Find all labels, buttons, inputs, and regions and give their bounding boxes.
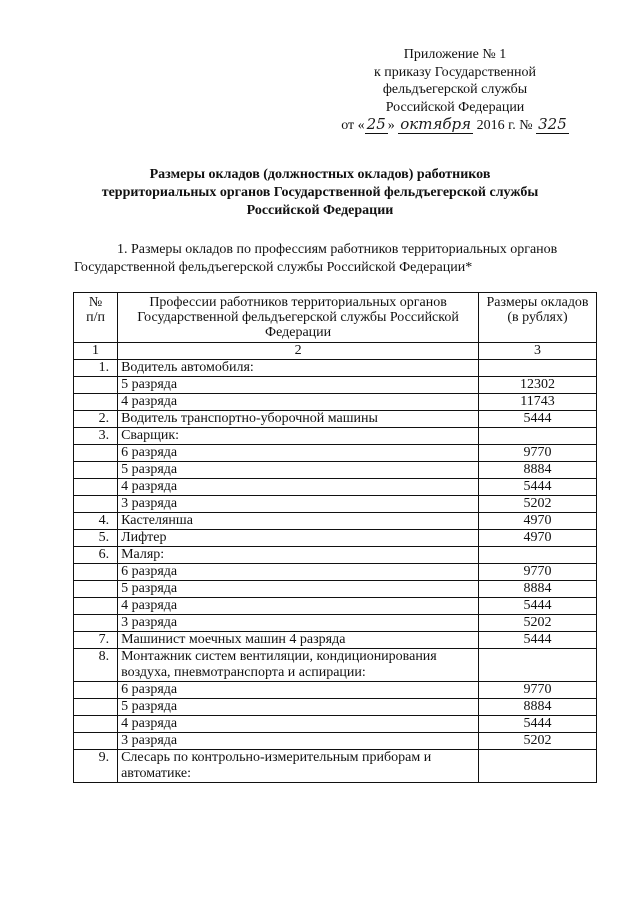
appendix-line1: Приложение № 1	[403, 47, 507, 62]
title-line1: Размеры окладов (должностных окладов) работников	[149, 167, 491, 182]
date-month: октября	[400, 115, 472, 133]
appendix-line4: Российской Федерации	[385, 99, 525, 115]
row-salary: 9770	[479, 564, 597, 581]
row-salary: 8884	[479, 462, 597, 479]
table-row	[74, 733, 597, 750]
table-row	[74, 699, 597, 716]
row-profession: Кастелянша	[118, 513, 479, 530]
row-profession: 4 разряда	[118, 479, 479, 496]
row-salary: 5444	[479, 479, 597, 496]
table-row	[74, 496, 597, 513]
title-line2: территориальных органов Государственной фельдъегерской службы	[101, 185, 539, 200]
row-salary: 5444	[479, 411, 597, 428]
row-profession: Сварщик:	[118, 428, 479, 445]
salary-table	[73, 292, 597, 783]
index-cell: 3	[479, 343, 597, 360]
row-profession: Монтажник систем вентиляции, кондиционирования воздуха, пневмотранспорта и аспирации:	[118, 649, 479, 682]
row-salary: 9770	[479, 682, 597, 699]
row-number: 1.	[74, 360, 118, 377]
table-index-row	[74, 343, 597, 360]
row-profession: 6 разряда	[118, 564, 479, 581]
row-salary: 9770	[479, 445, 597, 462]
table-row	[74, 428, 597, 445]
row-number: 9.	[74, 750, 118, 783]
row-profession: Лифтер	[118, 530, 479, 547]
row-profession: Водитель транспортно-уборочной машины	[118, 411, 479, 428]
row-number	[74, 615, 118, 632]
date-mid: »	[387, 118, 395, 133]
table-row	[74, 547, 597, 564]
header-salary: Размеры окладов (в рублях)	[479, 293, 597, 343]
row-salary: 11743	[479, 394, 597, 411]
row-salary: 8884	[479, 581, 597, 598]
row-number	[74, 496, 118, 513]
row-profession: 5 разряда	[118, 699, 479, 716]
row-number: 4.	[74, 513, 118, 530]
row-salary: 5202	[479, 615, 597, 632]
row-profession: 5 разряда	[118, 377, 479, 394]
row-salary: 4970	[479, 513, 597, 530]
row-salary	[479, 360, 597, 377]
table-row	[74, 649, 597, 682]
row-profession: 3 разряда	[118, 615, 479, 632]
date-prefix: от «	[341, 118, 365, 133]
appendix-line2: к приказу Государственной	[373, 64, 537, 80]
row-salary: 12302	[479, 377, 597, 394]
row-profession: 5 разряда	[118, 581, 479, 598]
row-number	[74, 716, 118, 733]
row-number	[74, 377, 118, 394]
table-row	[74, 394, 597, 411]
row-salary	[479, 547, 597, 564]
table-row	[74, 632, 597, 649]
table-row	[74, 513, 597, 530]
table-row	[74, 716, 597, 733]
row-salary	[479, 428, 597, 445]
title-line3: Российской Федерации	[246, 203, 394, 218]
row-salary: 5444	[479, 716, 597, 733]
header-profession: Профессии работников территориальных органов Государственной фельдъегерской службы Российской Федерации	[118, 293, 479, 343]
table-header-row	[74, 293, 597, 343]
table-row	[74, 750, 597, 783]
index-cell: 2	[118, 343, 479, 360]
document-title	[60, 166, 580, 220]
appendix-line3: фельдъегерской службы	[382, 82, 528, 97]
row-number	[74, 479, 118, 496]
table-row	[74, 360, 597, 377]
table-row	[74, 445, 597, 462]
date-year: 2016 г. №	[476, 118, 533, 133]
intro-paragraph	[74, 241, 604, 277]
paragraph-line1: 1. Размеры окладов по профессиям работников территориальных органов	[117, 242, 558, 257]
row-number: 7.	[74, 632, 118, 649]
row-salary: 8884	[479, 699, 597, 716]
order-date-line	[340, 116, 570, 135]
row-salary: 5444	[479, 632, 597, 649]
row-number: 3.	[74, 428, 118, 445]
row-salary	[479, 649, 597, 682]
table-row	[74, 581, 597, 598]
table-row	[74, 615, 597, 632]
row-number: 5.	[74, 530, 118, 547]
row-profession: 6 разряда	[118, 682, 479, 699]
row-profession: 4 разряда	[118, 598, 479, 615]
row-profession: 4 разряда	[118, 716, 479, 733]
table-row	[74, 598, 597, 615]
row-profession: 3 разряда	[118, 733, 479, 750]
row-number	[74, 699, 118, 716]
table-row	[74, 682, 597, 699]
row-salary: 5202	[479, 733, 597, 750]
table-row	[74, 479, 597, 496]
row-number	[74, 733, 118, 750]
appendix-block	[340, 46, 570, 135]
row-number	[74, 564, 118, 581]
table-row	[74, 530, 597, 547]
row-number	[74, 394, 118, 411]
row-profession: 6 разряда	[118, 445, 479, 462]
order-number: 325	[538, 115, 567, 133]
row-salary: 4970	[479, 530, 597, 547]
table-row	[74, 462, 597, 479]
row-number	[74, 598, 118, 615]
row-profession: Маляр:	[118, 547, 479, 564]
table-row	[74, 411, 597, 428]
row-profession: Водитель автомобиля:	[118, 360, 479, 377]
row-profession: 5 разряда	[118, 462, 479, 479]
row-number: 2.	[74, 411, 118, 428]
paragraph-line2: Государственной фельдъегерской службы Российской Федерации*	[74, 260, 473, 275]
row-profession: 4 разряда	[118, 394, 479, 411]
row-number: 6.	[74, 547, 118, 564]
row-number	[74, 445, 118, 462]
header-num: № п/п	[74, 293, 118, 343]
row-profession: 3 разряда	[118, 496, 479, 513]
row-number: 8.	[74, 649, 118, 682]
index-cell: 1	[74, 343, 118, 360]
row-profession: Машинист моечных машин 4 разряда	[118, 632, 479, 649]
row-salary: 5444	[479, 598, 597, 615]
date-day: 25	[366, 115, 386, 133]
row-profession: Слесарь по контрольно-измерительным приборам и автоматике:	[118, 750, 479, 783]
row-salary: 5202	[479, 496, 597, 513]
table-row	[74, 377, 597, 394]
row-number	[74, 581, 118, 598]
row-salary	[479, 750, 597, 783]
table-row	[74, 564, 597, 581]
row-number	[74, 682, 118, 699]
row-number	[74, 462, 118, 479]
